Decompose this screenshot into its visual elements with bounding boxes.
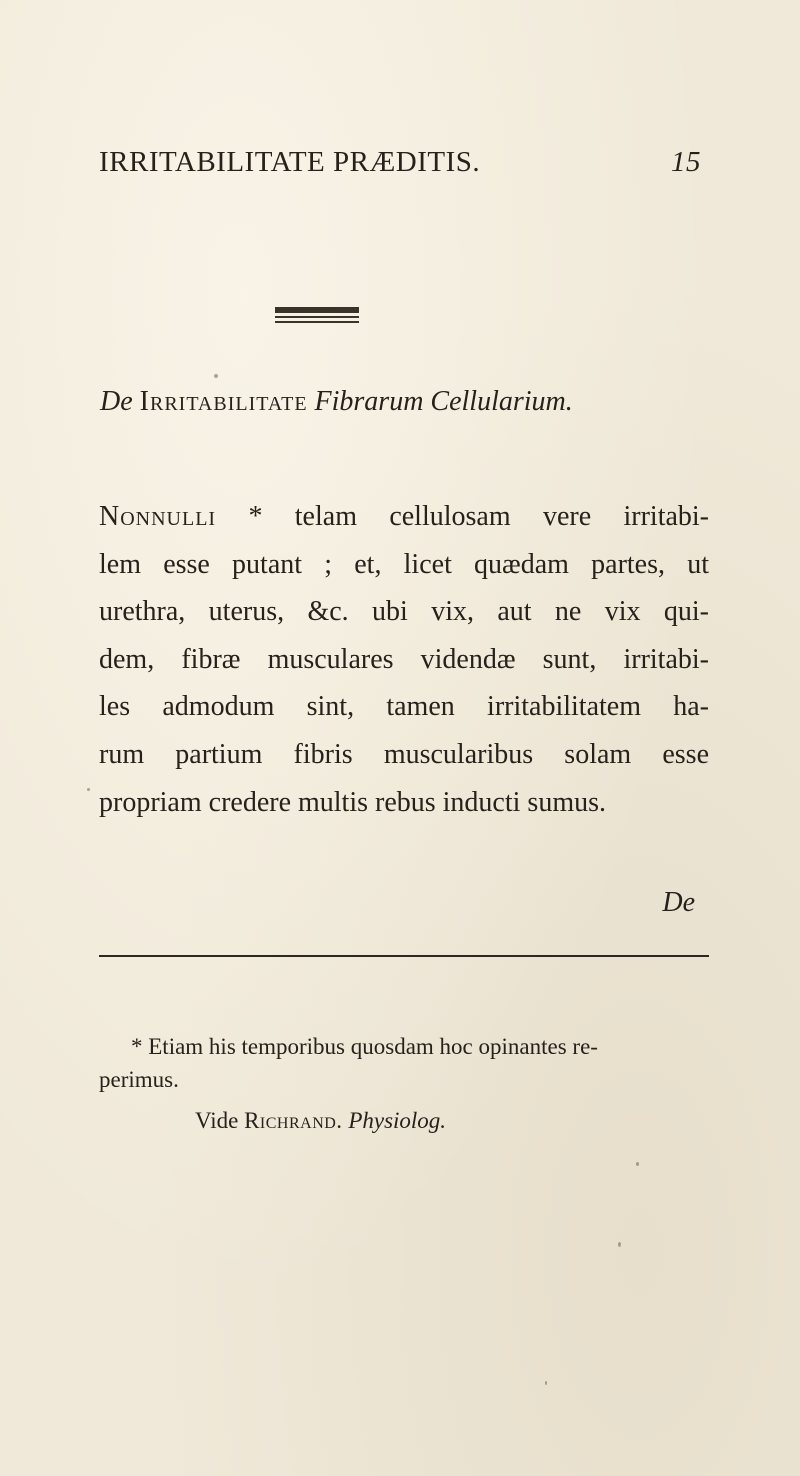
body-line: propriam credere multis rebus inducti sumus.	[99, 786, 606, 818]
footnote	[99, 1030, 709, 1137]
footnote-text: Etiam his temporibus quosdam hoc opinantes re-	[148, 1034, 598, 1059]
running-header	[99, 146, 701, 186]
catchword: De	[662, 887, 695, 918]
footnote-mark: *	[131, 1034, 143, 1059]
paper-speck	[636, 1162, 639, 1166]
body-line	[99, 493, 709, 541]
body-line: les admodum sint, tamen irritabilitatem ha-	[99, 691, 709, 723]
paper-speck	[87, 788, 90, 791]
citation-label: Vide	[195, 1108, 239, 1133]
section-heading	[100, 386, 720, 418]
body-line-text: telam cellulosam vere irritabi-	[294, 501, 709, 532]
note-reference-mark: *	[248, 501, 263, 532]
first-word: Nonnulli	[99, 501, 217, 532]
running-title: IRRITABILITATE PRÆDITIS.	[99, 146, 481, 178]
paper-speck	[545, 1381, 547, 1385]
body-line: urethra, uterus, &c. ubi vix, aut ne vix qui-	[99, 596, 709, 628]
citation-work: Physiolog.	[348, 1108, 447, 1133]
footnote-citation	[99, 1104, 709, 1137]
body-line: lem esse putant ; et, licet quædam partes, ut	[99, 548, 709, 580]
citation-author: Richrand.	[244, 1108, 343, 1133]
body-line: dem, fibræ musculares videndæ sunt, irritabi-	[99, 643, 709, 675]
paper-speck	[618, 1242, 621, 1247]
heading-subject: Fibrarum Cellularium.	[314, 386, 573, 417]
body-paragraph	[99, 493, 709, 826]
footnote-divider	[99, 955, 709, 957]
page-number: 15	[671, 146, 701, 178]
heading-prefix: De	[100, 386, 133, 417]
footnote-line: perimus.	[99, 1067, 179, 1092]
body-line: rum partium fibris muscularibus solam esse	[99, 738, 709, 770]
header-ornament-rule	[275, 307, 359, 324]
heading-main: Irritabilitate	[139, 386, 308, 417]
paper-speck	[214, 374, 218, 378]
footnote-line	[99, 1030, 709, 1063]
